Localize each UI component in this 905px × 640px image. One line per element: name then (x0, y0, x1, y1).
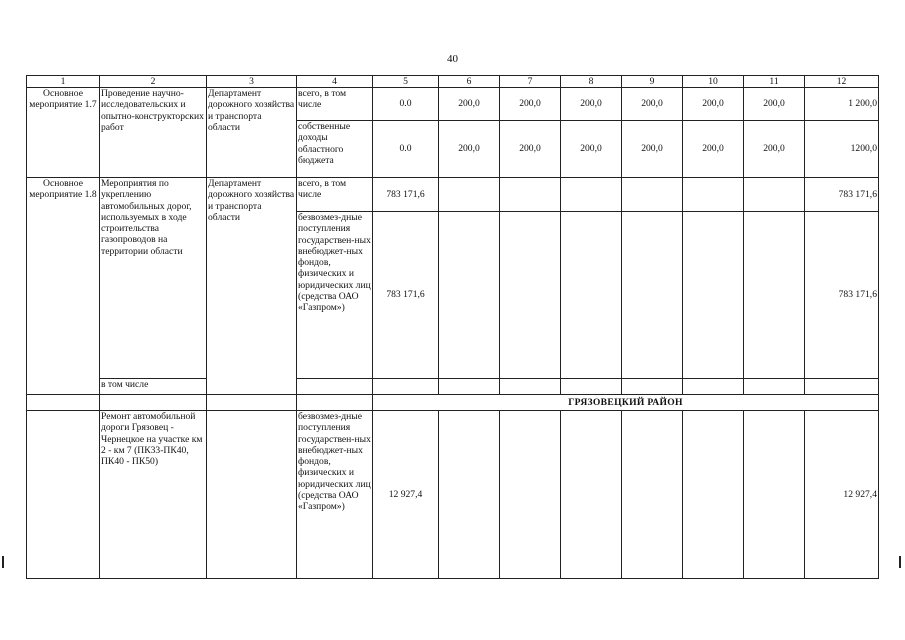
activity-executor: Департамент дорожного хозяйства и транспорта области (207, 88, 297, 178)
activity-name: Ремонт автомобильной дороги Грязовец - Чернецкое на участке км 2 - км 7 (ПК33-ПК40, ПК40 - ПК50) (100, 411, 207, 579)
value-cell: 200,0 (622, 121, 683, 178)
funding-source: собственные доходы областного бюджета (297, 121, 373, 178)
value-cell: 200,0 (439, 121, 500, 178)
value-cell (622, 178, 683, 212)
value-cell: 200,0 (744, 121, 805, 178)
value-cell (439, 411, 500, 579)
value-cell: 12 927,4 (373, 411, 439, 579)
total-cell: 1 200,0 (805, 88, 879, 121)
value-cell: 200,0 (439, 88, 500, 121)
value-cell: 783 171,6 (373, 212, 439, 379)
value-cell: 200,0 (561, 88, 622, 121)
activity-name: Мероприятия по укреплению автомобильных дорог, используемых в ходе строительства газопроводов на территории области (100, 178, 207, 379)
col-header: 6 (439, 76, 500, 88)
activity-code: Основное мероприятие 1.8 (27, 178, 100, 395)
value-cell: 200,0 (744, 88, 805, 121)
table-row (27, 178, 879, 212)
funding-source: всего, в том числе (297, 88, 373, 121)
value-cell: 200,0 (561, 121, 622, 178)
district-row (27, 395, 879, 411)
value-cell (744, 212, 805, 379)
empty-cell (27, 395, 100, 411)
col-header: 3 (207, 76, 297, 88)
value-cell (500, 178, 561, 212)
col-header: 4 (297, 76, 373, 88)
empty-cell (100, 395, 207, 411)
right-edge-mark-1 (899, 556, 901, 568)
empty-cell (500, 379, 561, 395)
value-cell: 200,0 (500, 121, 561, 178)
activity-executor: Департамент дорожного хозяйства и транспорта области (207, 178, 297, 395)
col-header: 5 (373, 76, 439, 88)
value-cell (561, 212, 622, 379)
col-header: 8 (561, 76, 622, 88)
empty-cell (297, 395, 373, 411)
value-cell: 783 171,6 (373, 178, 439, 212)
value-cell: 0.0 (373, 88, 439, 121)
col-header: 7 (500, 76, 561, 88)
empty-cell (744, 379, 805, 395)
value-cell (622, 212, 683, 379)
empty-cell (207, 411, 297, 579)
total-cell: 1200,0 (805, 121, 879, 178)
page-number: 40 (447, 53, 458, 65)
value-cell: 200,0 (683, 121, 744, 178)
budget-table (26, 75, 879, 579)
col-header: 12 (805, 76, 879, 88)
total-cell: 12 927,4 (805, 411, 879, 579)
empty-cell (439, 379, 500, 395)
table-row (27, 411, 879, 579)
empty-cell (805, 379, 879, 395)
district-title: ГРЯЗОВЕЦКИЙ РАЙОН (373, 395, 879, 411)
activity-name: Проведение научно-исследовательских и опытно-конструкторских работ (100, 88, 207, 178)
total-cell: 783 171,6 (805, 212, 879, 379)
empty-cell (207, 395, 297, 411)
value-cell (622, 411, 683, 579)
col-header: 10 (683, 76, 744, 88)
value-cell: 0.0 (373, 121, 439, 178)
value-cell (439, 212, 500, 379)
empty-cell (683, 379, 744, 395)
empty-cell (27, 411, 100, 579)
total-cell: 783 171,6 (805, 178, 879, 212)
table-row (27, 379, 879, 395)
value-cell (500, 411, 561, 579)
value-cell: 200,0 (683, 88, 744, 121)
col-header: 11 (744, 76, 805, 88)
empty-cell (373, 379, 439, 395)
value-cell (744, 411, 805, 579)
col-header: 9 (622, 76, 683, 88)
funding-source: безвозмез-дные поступления государствен-ных внебюджет-ных фондов, физических и юридических лиц (средства ОАО «Газпром») (297, 411, 373, 579)
empty-cell (622, 379, 683, 395)
value-cell (439, 178, 500, 212)
value-cell (683, 178, 744, 212)
including-label: в том числе (100, 379, 207, 395)
empty-cell (561, 379, 622, 395)
value-cell (500, 212, 561, 379)
empty-cell (297, 379, 373, 395)
table-row (27, 88, 879, 121)
value-cell: 200,0 (622, 88, 683, 121)
value-cell (561, 411, 622, 579)
column-number-row (27, 76, 879, 88)
value-cell: 200,0 (500, 88, 561, 121)
value-cell (683, 212, 744, 379)
value-cell (683, 411, 744, 579)
value-cell (561, 178, 622, 212)
col-header: 2 (100, 76, 207, 88)
funding-source: безвозмез-дные поступления государствен-ных внебюджет-ных фондов, физических и юридических лиц (средства ОАО «Газпром») (297, 212, 373, 379)
funding-source: всего, в том числе (297, 178, 373, 212)
left-edge-mark-1 (2, 556, 4, 568)
value-cell (744, 178, 805, 212)
col-header: 1 (27, 76, 100, 88)
activity-code: Основное мероприятие 1.7 (27, 88, 100, 178)
